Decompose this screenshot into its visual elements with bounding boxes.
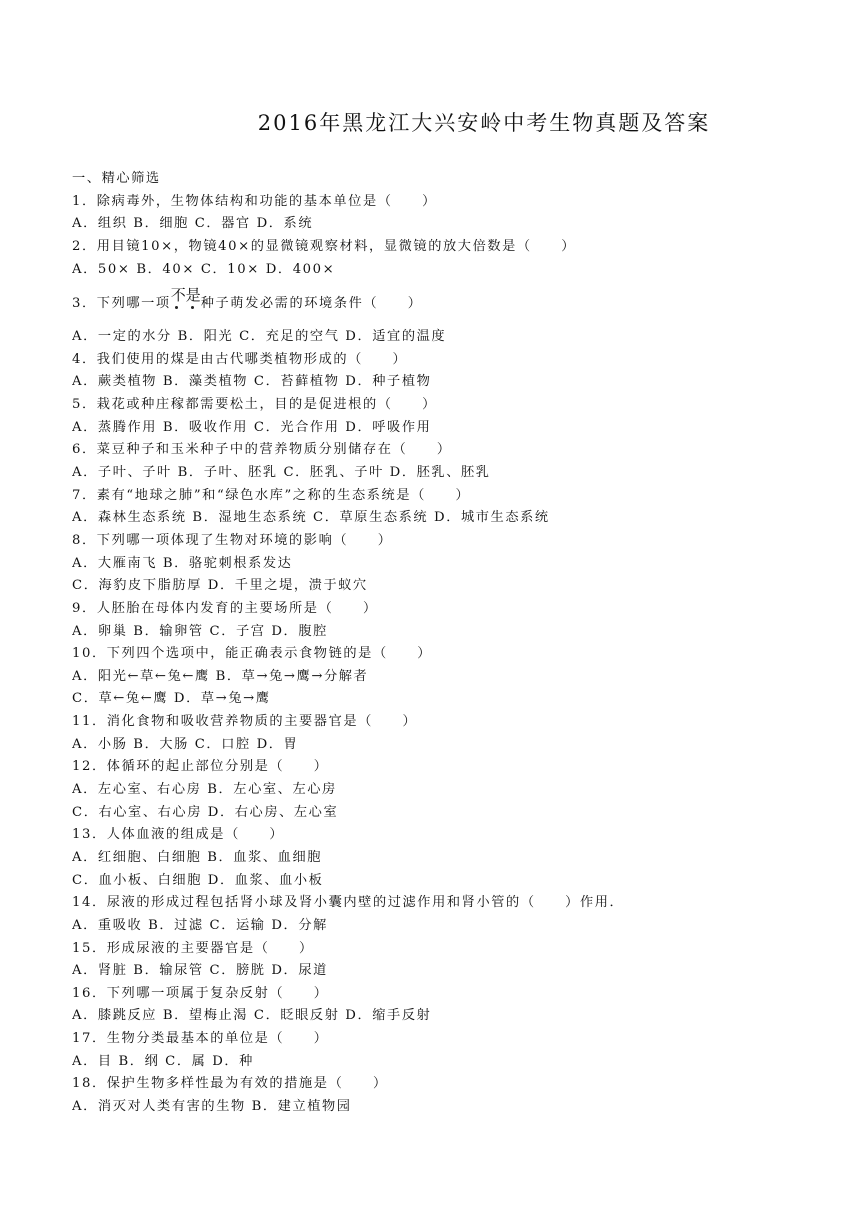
question-12-stem: 12．体循环的起止部位分别是（ ） [72,759,329,775]
question-7-options: A．森林生态系统 B．湿地生态系统 C．草原生态系统 D．城市生态系统 [72,510,550,526]
question-1-options: A．组织 B．细胞 C．器官 D．系统 [72,216,314,232]
question-14-stem: 14．尿液的形成过程包括肾小球及肾小囊内壁的过滤作用和肾小管的（ ）作用． [72,895,625,911]
question-6-options: A．子叶、子叶 B．子叶、胚乳 C．胚乳、子叶 D．胚乳、胚乳 [72,465,491,481]
question-15-options: A．肾脏 B．输尿管 C．膀胱 D．尿道 [72,963,328,979]
section-heading: 一、精心筛选 [72,171,161,186]
question-6-stem: 6．菜豆种子和玉米种子中的营养物质分别储存在（ ） [72,442,452,458]
question-10-stem: 10．下列四个选项中，能正确表示食物链的是（ ） [72,646,433,662]
question-16-options: A．膝跳反应 B．望梅止渴 C．眨眼反射 D．缩手反射 [72,1008,432,1024]
question-3-emphasis [171,286,201,304]
question-2-stem: 2．用目镜10×，物镜40×的显微镜观察材料，显微镜的放大倍数是（ ） [72,238,577,254]
question-7-stem: 7．素有“地球之肺”和“绿色水库”之称的生态系统是（ ） [72,487,471,503]
question-13-stem: 13．人体血液的组成是（ ） [72,827,285,843]
question-3-stem-suffix: 种子萌发必需的环境条件（ ） [200,296,423,312]
question-17-stem: 17．生物分类最基本的单位是（ ） [72,1031,329,1047]
question-12-options-row-2: C．右心室、右心房 D．右心房、左心室 [72,804,339,820]
question-8-stem: 8．下列哪一项体现了生物对环境的影响（ ） [72,532,393,548]
question-10-options-row-2: C．草←兔←鹰 D．草→兔→鹰 [72,691,271,707]
question-8-options-row-1: A．大雁南飞 B．骆驼刺根系发达 [72,555,293,571]
question-18-stem: 18．保护生物多样性最为有效的措施是（ ） [72,1076,388,1092]
question-8-options-row-2: C．海豹皮下脂肪厚 D．千里之堤，溃于蚁穴 [72,578,368,594]
question-4-options: A．蕨类植物 B．藻类植物 C．苔藓植物 D．种子植物 [72,374,432,390]
question-3-stem [72,281,852,326]
question-4-stem: 4．我们使用的煤是由古代哪类植物形成的（ ） [72,351,408,367]
question-list [72,168,852,1119]
question-3-options: A．一定的水分 B．阳光 C．充足的空气 D．适宜的温度 [72,329,447,345]
question-5-stem: 5．栽花或种庄稼都需要松土，目的是促进根的（ ） [72,397,437,413]
emphasis-dots [171,304,201,312]
question-18-options: A．消灭对人类有害的生物 B．建立植物园 [72,1098,352,1114]
question-9-options: A．卵巢 B．输卵管 C．子宫 D．腹腔 [72,623,328,639]
emphasis-dot [175,306,178,309]
emphasis-dot [191,306,194,309]
question-14-options: A．重吸收 B．过滤 C．运输 D．分解 [72,917,328,933]
question-9-stem: 9．人胚胎在母体内发育的主要场所是（ ） [72,600,378,616]
question-3-emphasis-text: 不是 [170,286,201,305]
question-11-stem: 11．消化食物和吸收营养物质的主要器官是（ ） [72,714,418,730]
question-17-options: A．目 B．纲 C．属 D．种 [72,1053,254,1069]
question-13-options-row-2: C．血小板、白细胞 D．血浆、血小板 [72,872,324,888]
question-5-options: A．蒸腾作用 B．吸收作用 C．光合作用 D．呼吸作用 [72,419,432,435]
question-15-stem: 15．形成尿液的主要器官是（ ） [72,940,314,956]
question-2-options: A．50× B．40× C．10× D．400× [72,261,336,277]
question-11-options: A．小肠 B．大肠 C．口腔 D．胃 [72,736,299,752]
question-13-options-row-1: A．红细胞、白细胞 B．血浆、血细胞 [72,849,323,865]
question-16-stem: 16．下列哪一项属于复杂反射（ ） [72,985,329,1001]
question-10-options-row-1: A．阳光←草←兔←鹰 B．草→兔→鹰→分解者 [72,668,369,684]
question-1-stem: 1．除病毒外，生物体结构和功能的基本单位是（ ） [72,193,437,209]
question-12-options-row-1: A．左心室、右心房 B．左心室、左心房 [72,782,337,798]
question-3-stem-prefix: 3．下列哪一项 [72,296,171,312]
page-title: 2016年黑龙江大兴安岭中考生物真题及答案 [257,111,711,135]
